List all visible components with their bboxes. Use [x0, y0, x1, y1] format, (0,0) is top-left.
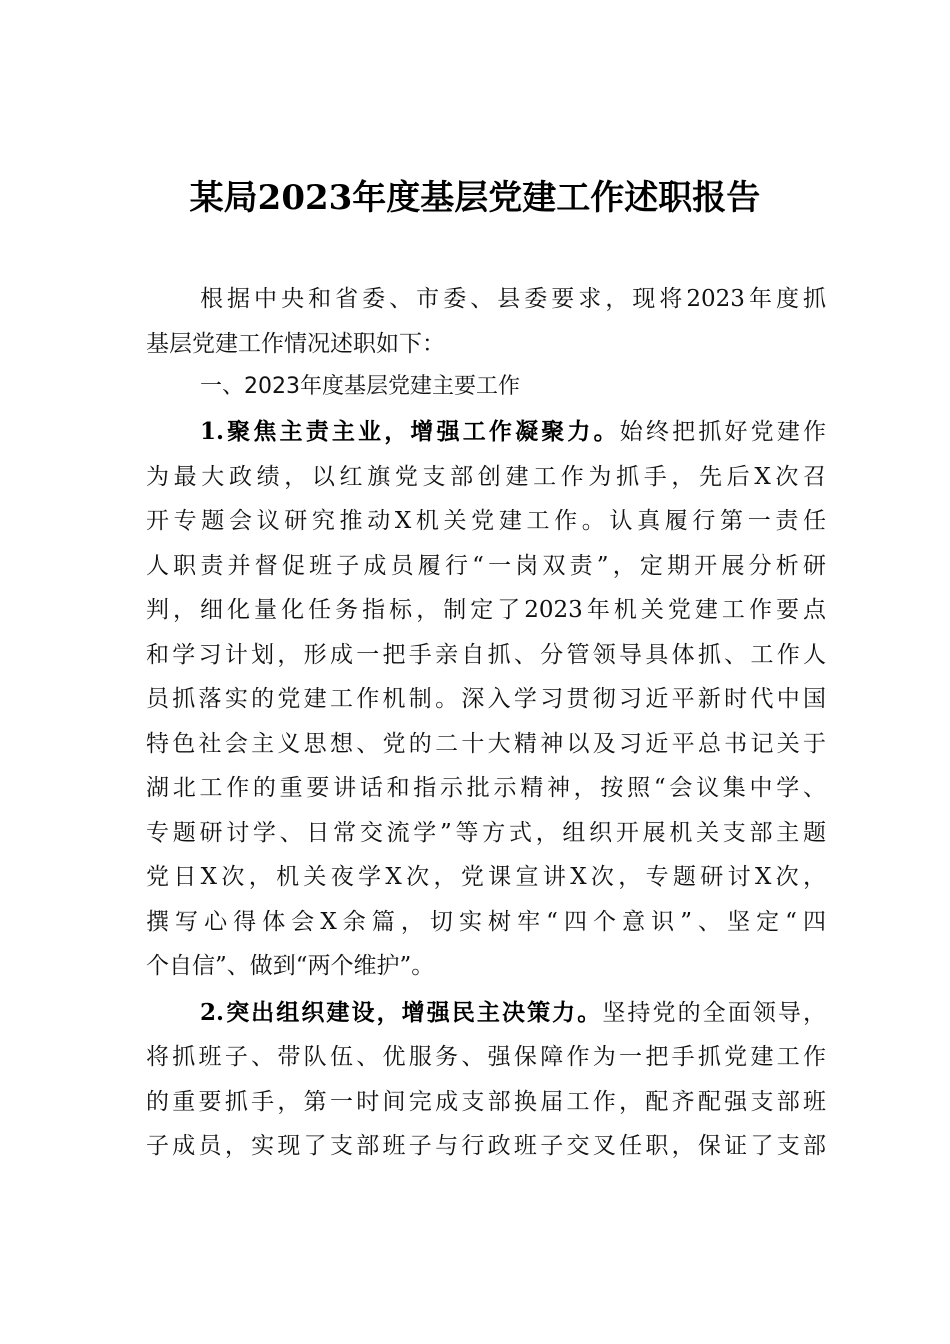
- item1-line: 湖北工作的重要讲话和指示批示精神，按照“会议集中学、: [146, 775, 826, 801]
- item1-first-line-rest: 始终把抓好党建作: [619, 419, 827, 445]
- item2-line: 的重要抓手，第一时间完成支部换届工作，配齐配强支部班: [146, 1089, 826, 1115]
- item1-bold-lead: 1.聚焦主责主业，增强工作凝聚力。: [200, 418, 620, 445]
- item1-line: 人职责并督促班子成员履行“一岗双责”，定期开展分析研: [146, 553, 826, 579]
- item1-line: 为最大政绩，以红旗党支部创建工作为抓手，先后X次召: [146, 464, 826, 490]
- item1-line: 专题研讨学、日常交流学”等方式，组织开展机关支部主题: [146, 820, 826, 846]
- item1-line: 党日X次，机关夜学X次，党课宣讲X次，专题研讨X次，: [146, 864, 826, 890]
- item1-line: 撰写心得体会X余篇，切实树牢“四个意识”、坚定“四: [146, 909, 826, 935]
- item2-line: 子成员，实现了支部班子与行政班子交叉任职，保证了支部: [146, 1133, 826, 1159]
- intro-line-1: 根据中央和省委、市委、县委要求，现将2023年度抓: [200, 286, 826, 312]
- item1-line: 判，细化量化任务指标，制定了2023年机关党建工作要点: [146, 597, 826, 623]
- item2-bold-lead: 2.突出组织建设，增强民主决策力。: [200, 999, 603, 1026]
- item1-first-line: [200, 413, 826, 446]
- item1-line: 员抓落实的党建工作机制。深入学习贯彻习近平新时代中国: [146, 686, 826, 712]
- section-heading-1: 一、2023年度基层党建主要工作: [200, 374, 520, 399]
- item1-line: 和学习计划，形成一把手亲自抓、分管领导具体抓、工作人: [146, 642, 826, 668]
- item1-line: 开专题会议研究推动X机关党建工作。认真履行第一责任: [146, 508, 826, 534]
- item1-line: 个自信”、做到“两个维护”。: [146, 953, 435, 979]
- intro-line-2: 基层党建工作情况述职如下：: [146, 331, 445, 357]
- item2-first-line: [200, 994, 826, 1027]
- item2-first-line-rest: 坚持党的全面领导，: [602, 1000, 827, 1026]
- document-title: 某局2023年度基层党建工作述职报告: [189, 178, 761, 218]
- item1-line: 特色社会主义思想、党的二十大精神以及习近平总书记关于: [146, 731, 826, 757]
- item2-line: 将抓班子、带队伍、优服务、强保障作为一把手抓党建工作: [146, 1044, 826, 1070]
